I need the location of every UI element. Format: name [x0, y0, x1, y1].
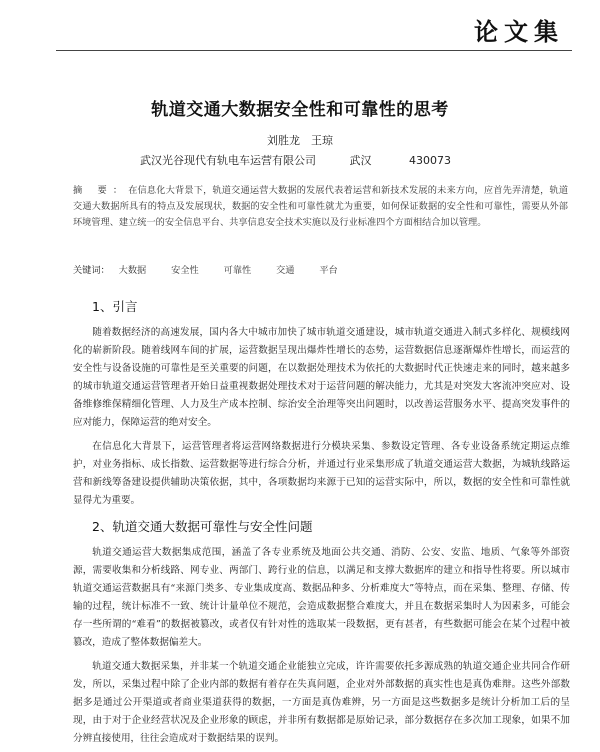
journal-column-title: 论文集: [474, 17, 564, 46]
body-paragraph: 轨道交通大数据采集，并非某一个轨道交通企业能独立完成，许许需要依托多源成熟的轨道交通企业共同合作研发，所以，采集过程中除了企业内部的数据有着存在失真问题，企业对外部数据的真实性也是真伪难辩。这些外部数据多是通过公开渠道或者商业渠道获得的数据，一方面是真伪难辨，另一方面是这些数据多是统计分析加工后的呈现，由于对于企业经营状况及企业形象的顾虑，并非所有数据都是原始记录，部分数据存在多次加工现象，如果不加分辨直接使用，往往会造成对于数据结果的误判。: [73, 661, 570, 744]
body-paragraph: 轨道交通运营大数据集成范围，涵盖了各专业系统及地面公共交通、消防、公安、安监、地质、气象等外部资源，需要收集和分析线路、网专业、两部门、跨行业的信息，以满足和支撑大数据库的建立和指导性将要。所以城市轨道交通运营数据具有“来源门类多、专业集成度高、数据品种多、分析难度大”等特点，而在采集、整理、存储、传输的过程，统计标准不一致、统计计量单位不规范，会造成数据整合难度大，并且在数据采集时人为因素多，可能会存一些所谓的“难看”的数据被篡改，或者仅有针对性的选取某一段数据，更有甚者，有些数据可能会在某个过程中被篡改，造成了整体数据偏差大。: [73, 547, 570, 648]
body-paragraph: 在信息化大背景下，运营管理者将运营网络数据进行分模块采集、参数设定管理、各专业设备系统定期运点维护，对业务指标、成长指数、运营数据等进行综合分析，并通过行业采集形成了轨道交通运营大数据，为城轨线路运营和新线筹备建设提供辅助决策依据，其中，各项数据均来源于已知的运营实际中，所以，数据的安全性和可靠性就显得尤为重要。: [73, 441, 570, 506]
affiliation-city: 武汉: [349, 154, 372, 167]
affiliation-zip: 430073: [409, 154, 451, 167]
author-affiliation: [140, 152, 451, 168]
article-title: 轨道交通大数据安全性和可靠性的思考: [151, 100, 449, 120]
affiliation-org: 武汉光谷现代有轨电车运营有限公司: [140, 154, 316, 167]
keyword: 可靠性: [223, 265, 252, 276]
keywords-label: 关键词：: [73, 265, 110, 276]
keyword: 大数据: [118, 265, 147, 276]
abstract-text: 在信息化大背景下，轨道交通运营大数据的发展代表着运营和新技术发展的未来方向，应首先弄清楚，轨道交通大数据所具有的特点及发展现状，数据的安全性和可靠性就尤为重要，如何保证数据的安全性和可靠性，需要从外部环境管理、建立统一的安全信息平台、共享信息安全技术实施以及行业标准四个方面相结合加以管理。: [73, 185, 569, 228]
abstract-label: 摘 要：: [73, 185, 129, 196]
keywords: [73, 262, 568, 276]
keyword: 安全性: [171, 265, 199, 276]
body-paragraph: 随着数据经济的高速发展，国内各大中城市加快了城市轨道交通建设，城市轨道交通进入制式多样化、规模线网化的崭新阶段。随着线网车间的扩展，运营数据呈现出爆炸性增长的态势，运营数据信息逐渐爆炸性增长，而运营的安全性与设备设施的可靠性是至关重要的问题，在以数据处理技术为依托的大数据时代正快速走来的同时，越来越多的城市轨道交通运营管理者开始日益重视数据处理技术对于运营问题的解决能力，尤其是对突发大客流冲突应对、设备维修维保精细化管理、人力及生产成本控制、综治安全治理等突出问题时，以改善运营服务水平、提高突发事件的应对能力，保障运营的绝对安全。: [73, 327, 570, 428]
section-heading: 2、轨道交通大数据可靠性与安全性问题: [92, 519, 313, 534]
keyword: 平台: [319, 265, 338, 276]
abstract: [73, 183, 568, 231]
article-authors: 刘胜龙 王琼: [267, 134, 333, 147]
keyword: 交通: [276, 265, 295, 276]
section-heading: 1、引言: [92, 299, 138, 314]
header-rule: [56, 50, 572, 51]
